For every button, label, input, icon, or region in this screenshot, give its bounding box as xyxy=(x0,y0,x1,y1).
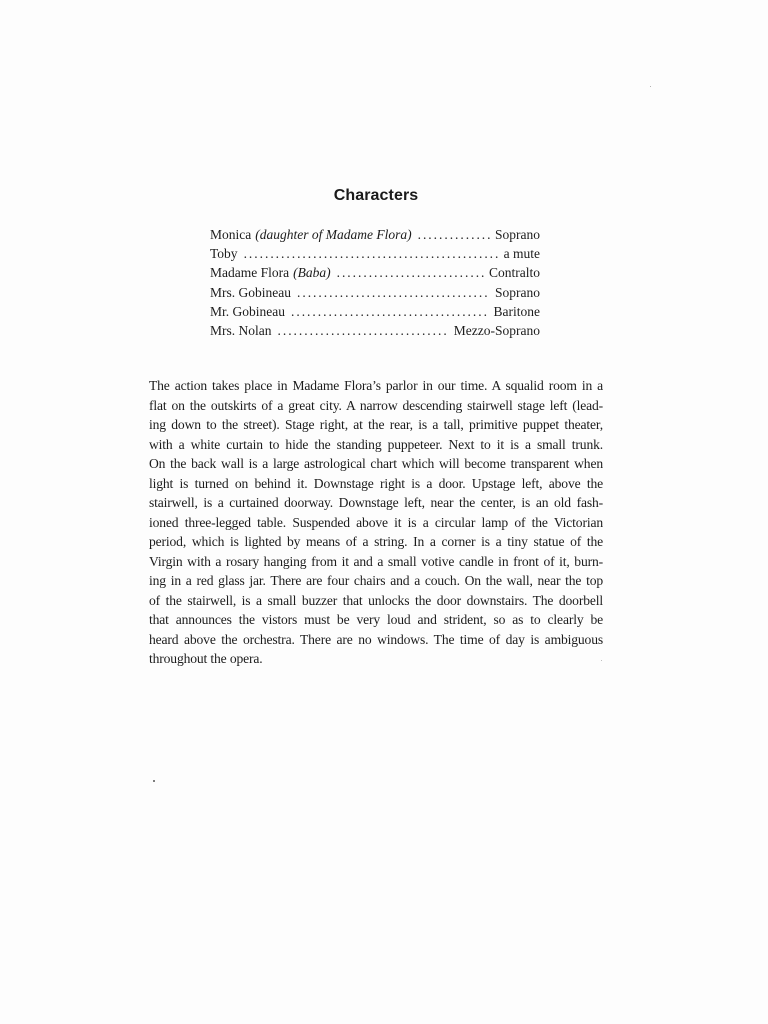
character-voice: Contralto xyxy=(489,265,540,281)
character-list xyxy=(210,227,540,342)
description-line: ioned three-legged table. Suspended above it is a circular lamp of the Victorian xyxy=(149,514,603,530)
description-line: On the back wall is a large astrological chart which will become transparent when xyxy=(149,456,603,471)
page-heading: Characters xyxy=(333,187,419,204)
dot-leader xyxy=(297,285,490,301)
description-line: light is turned on behind it. Downstage right is a door. Upstage left, above the xyxy=(149,475,603,491)
character-name: Toby xyxy=(210,246,238,262)
description-line: that announces the vistors must be very loud and strident, so as to clearly be xyxy=(149,612,603,627)
description-line: with a white curtain to hide the standing puppeteer. Next to it is a small trunk. xyxy=(149,436,603,452)
description-line: Virgin with a rosary hanging from it and a small votive candle in front of it, burn- xyxy=(149,553,603,569)
character-note: (Baba) xyxy=(293,265,331,281)
scan-speck xyxy=(601,660,602,661)
character-row xyxy=(210,285,540,304)
character-voice: Mezzo-Soprano xyxy=(453,322,540,338)
description-line: period, which is lighted by means of a string. In a corner is a tiny statue of the xyxy=(149,534,603,549)
character-name: Mrs. Gobineau xyxy=(210,284,291,300)
character-voice: Baritone xyxy=(493,303,540,319)
character-row xyxy=(210,246,540,265)
description-line: flat on the outskirts of a great city. A narrow descending stairwell stage left (lead- xyxy=(149,397,603,413)
description-line: heard above the orchestra. There are no windows. The time of day is ambiguous xyxy=(149,631,603,647)
dot-leader xyxy=(291,304,489,320)
dot-leader xyxy=(244,246,499,262)
character-voice: Soprano xyxy=(495,284,540,300)
character-name: Monica xyxy=(210,227,252,242)
character-note: (daughter of Madame Flora) xyxy=(255,227,412,242)
description-line: ing down to the street). Stage right, at the rear, is a tall, primitive puppet theater, xyxy=(149,417,603,432)
description-line: stairwell, is a curtained doorway. Downstage left, near the center, is an old fash- xyxy=(149,495,603,510)
dot-leader xyxy=(418,227,490,243)
dot-leader xyxy=(337,265,484,281)
dot-leader xyxy=(278,323,449,339)
character-row xyxy=(210,265,540,284)
character-voice: a mute xyxy=(503,246,540,262)
character-name: Madame Flora xyxy=(210,265,290,281)
description-line: throughout the opera. xyxy=(149,651,263,666)
description-line: ing in a red glass jar. There are four chairs and a couch. On the wall, near the top xyxy=(149,573,603,588)
scan-speck xyxy=(650,86,651,87)
description-line: of the stairwell, is a small buzzer that unlocks the door downstairs. The doorbell xyxy=(149,592,603,608)
character-row xyxy=(210,227,540,246)
character-row xyxy=(210,304,540,323)
setting-description xyxy=(149,376,603,669)
character-name: Mr. Gobineau xyxy=(210,303,285,319)
character-row xyxy=(210,323,540,342)
character-name: Mrs. Nolan xyxy=(210,322,272,338)
character-voice: Soprano xyxy=(495,227,540,242)
description-line: The action takes place in Madame Flora’s parlor in our time. A squalid room in a xyxy=(149,378,603,393)
scan-speck xyxy=(153,780,155,782)
